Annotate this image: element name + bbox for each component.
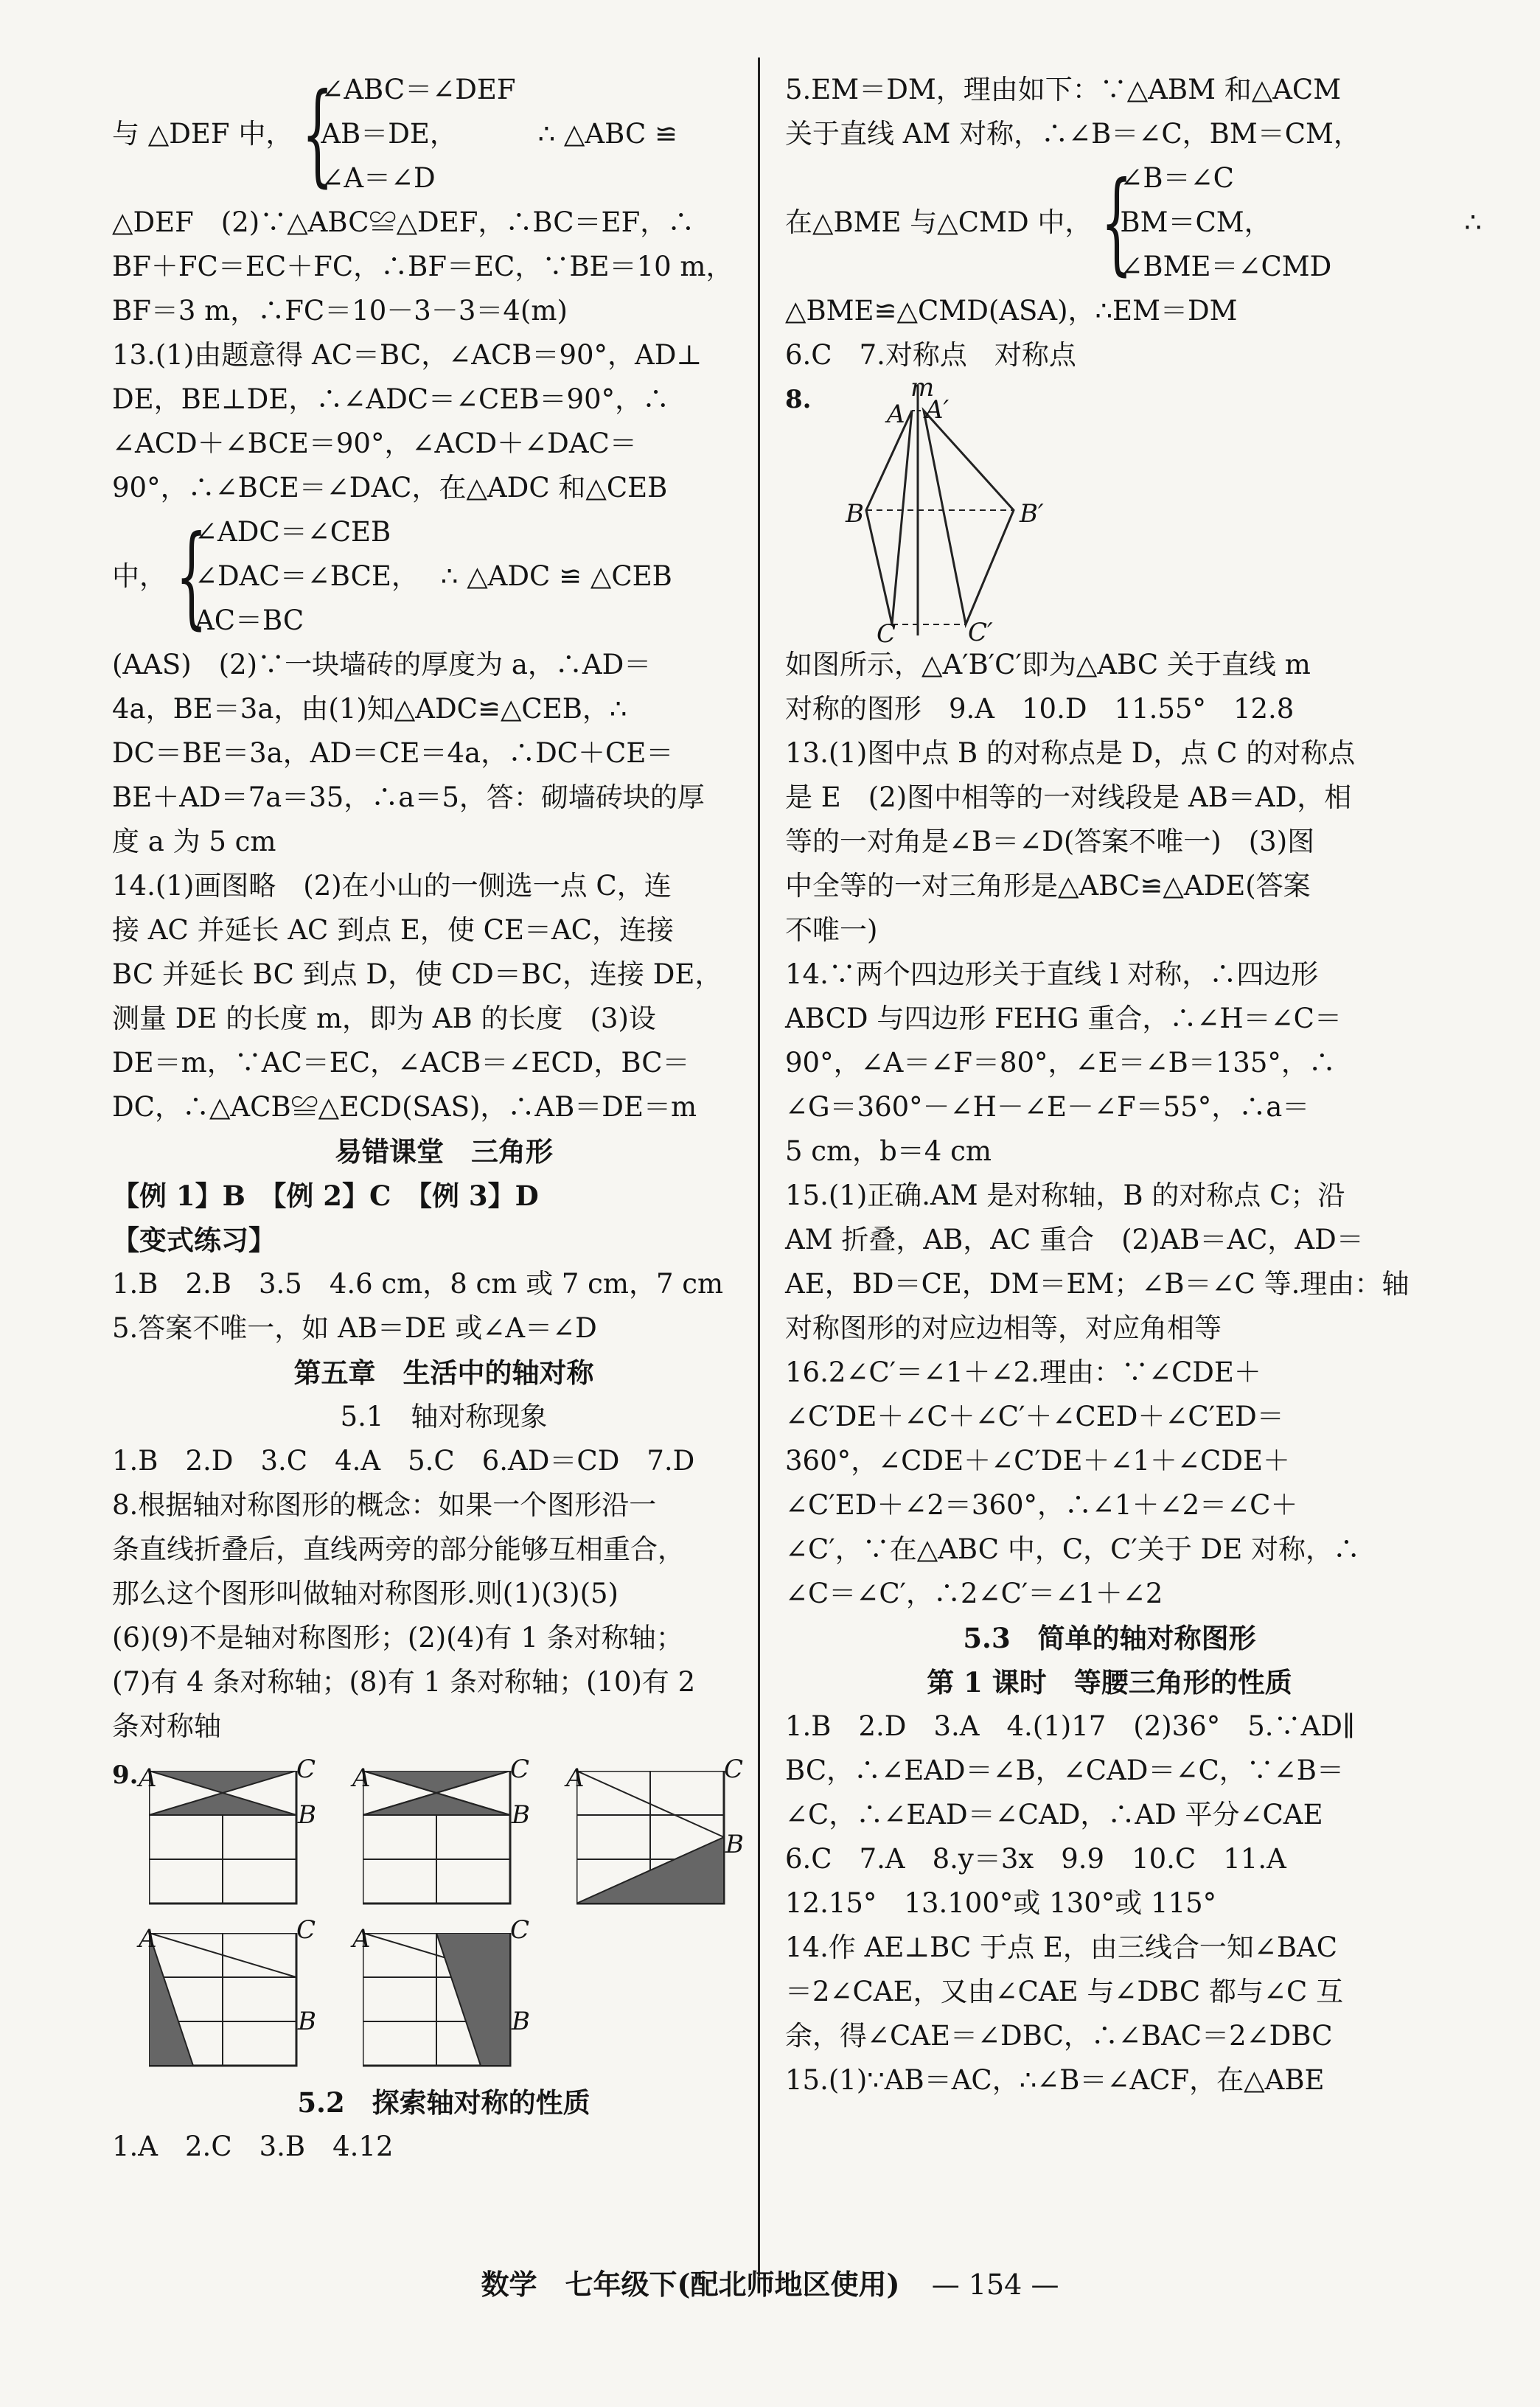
equation-system: 与 △DEF 中， { ∠ABC＝∠DEF AB＝DE， ∠A＝∠D ∴ △ABC ≌ (112, 68, 776, 201)
text-line: 360°，∠CDE＋∠C′DE＋∠1＋∠CDE＋ (785, 1445, 1291, 1477)
text-line: ABCD 与四边形 FEHG 重合，∴∠H＝∠C＝ (785, 1003, 1342, 1034)
figure-9: 9. A C B A C B A C B A C B A C B (112, 1756, 776, 2080)
text-line: DC＝BE＝3a，AD＝CE＝4a，∴DC＋CE＝ (112, 737, 674, 769)
text-line: (AAS) (2)∵一块墙砖的厚度为 a，∴AD＝ (112, 649, 652, 680)
text-line: 等的一对角是∠B＝∠D(答案不唯一) (3)图 (785, 826, 1315, 857)
brace: { (175, 512, 208, 641)
text-line: ∠C′DE＋∠C＋∠C′＋∠CED＋∠C′ED＝ (785, 1401, 1284, 1432)
right-column (785, 68, 1482, 2103)
text-line: (6)(9)不是轴对称图形；(2)(4)有 1 条对称轴； (112, 1622, 683, 1654)
text-line: 5.EM＝DM，理由如下：∵△ABM 和△ACM (785, 74, 1342, 105)
text-line: 16.2∠C′＝∠1＋∠2.理由：∵∠CDE＋ (785, 1356, 1261, 1388)
text-line: 13.(1)图中点 B 的对称点是 D，点 C 的对称点 (785, 737, 1356, 769)
text-line: 测量 DE 的长度 m，即为 AB 的长度 (3)设 (112, 1003, 656, 1034)
column-divider (758, 58, 760, 2277)
text-line: 12.15° 13.100°或 130°或 115° (785, 1887, 1217, 1919)
text-line: DE，BE⊥DE，∴∠ADC＝∠CEB＝90°，∴ (112, 383, 670, 415)
text-line: 1.B 2.D 3.C 4.A 5.C 6.AD＝CD 7.D (112, 1445, 695, 1477)
text-line: AM 折叠，AB，AC 重合 (2)AB＝AC，AD＝ (785, 1224, 1364, 1255)
text-line: 13.(1)由题意得 AC＝BC，∠ACB＝90°，AD⊥ (112, 339, 703, 371)
subsection-heading: 5.3 简单的轴对称图形 (963, 1622, 1256, 1654)
text-line: 条对称轴 (112, 1710, 221, 1742)
text-line: 90°，∴∠BCE＝∠DAC，在△ADC 和△CEB (112, 472, 668, 504)
section-heading: 易错课堂 三角形 (335, 1135, 553, 1168)
text-line: 对称的图形 9.A 10.D 11.55° 12.8 (785, 693, 1295, 725)
text-line: 条直线折叠后，直线两旁的部分能够互相重合， (112, 1533, 685, 1565)
text-line: 5.答案不唯一，如 AB＝DE 或∠A＝∠D (112, 1312, 597, 1344)
brace: { (302, 70, 334, 198)
text-line: AE，BD＝CE，DM＝EM；∠B＝∠C 等.理由：轴 (785, 1268, 1410, 1300)
grid-figure-4 (149, 1933, 304, 2073)
grid-figure-3 (576, 1771, 731, 1911)
text-line: 度 a 为 5 cm (112, 826, 276, 857)
text-line: 对称图形的对应边相等，对应角相等 (785, 1312, 1222, 1344)
text-line: 14.作 AE⊥BC 于点 E，由三线合一知∠BAC (785, 1931, 1338, 1963)
text-line: 中全等的一对三角形是△ABC≌△ADE(答案 (785, 870, 1311, 902)
text-line: 余，得∠CAE＝∠DBC，∴∠BAC＝2∠DBC (785, 2020, 1333, 2052)
subsection-heading: 5.1 轴对称现象 (340, 1401, 548, 1432)
text-line: 不唯一) (785, 914, 878, 946)
equation-system: 在△BME 与△CMD 中， { ∠B＝∠C BM＝CM， ∠BME＝∠CMD ∴ (785, 156, 1434, 289)
brace: { (1101, 159, 1133, 287)
text-line: ∠G＝360°－∠H－∠E－∠F＝55°，∴a＝ (785, 1091, 1310, 1123)
grid-figure-1 (149, 1771, 304, 1911)
text-line: 那么这个图形叫做轴对称图形.则(1)(3)(5) (112, 1578, 619, 1609)
grid-figure-5 (363, 1933, 518, 2073)
text-line: BF＝3 m，∴FC＝10－3－3＝4(m) (112, 295, 568, 327)
text-line: 90°，∠A＝∠F＝80°，∠E＝∠B＝135°，∴ (785, 1047, 1336, 1079)
text-line: 5 cm，b＝4 cm (785, 1135, 992, 1167)
text-line: DE＝m，∵AC＝EC，∠ACB＝∠ECD，BC＝ (112, 1047, 690, 1079)
grid-figure-2 (363, 1771, 518, 1911)
text-line: 如图所示，△A′B′C′即为△ABC 关于直线 m (785, 649, 1311, 680)
text-line: 14.∵两个四边形关于直线 l 对称，∴四边形 (785, 958, 1319, 990)
text-line: (7)有 4 条对称轴；(8)有 1 条对称轴；(10)有 2 (112, 1666, 696, 1698)
text-line: BC，∴∠EAD＝∠B，∠CAD＝∠C，∵∠B＝ (785, 1755, 1344, 1786)
text-line: BC 并延长 BC 到点 D，使 CD＝BC，连接 DE， (112, 958, 722, 990)
text-line: 【例 1】B 【例 2】C 【例 3】D (112, 1180, 539, 1212)
text-line: △BME≌△CMD(ASA)，∴EM＝DM (785, 295, 1238, 327)
text-line: ∠C＝∠C′，∴2∠C′＝∠1＋∠2 (785, 1578, 1163, 1609)
text-line: 15.(1)∵AB＝AC，∴∠B＝∠ACF，在△ABE (785, 2064, 1325, 2096)
figure-8: 8. m A A′ B B′ C C′ (785, 377, 1434, 643)
text-line: ＝2∠CAE，又由∠CAE 与∠DBC 都与∠C 互 (785, 1976, 1344, 2007)
text-line: 接 AC 并延长 AC 到点 E，使 CE＝AC，连接 (112, 914, 674, 946)
page-number: — 154 — (931, 2268, 1059, 2301)
text-line: ∠ACD＋∠BCE＝90°，∠ACD＋∠DAC＝ (112, 428, 637, 459)
chapter-heading: 第五章 生活中的轴对称 (293, 1356, 594, 1389)
text-line: 6.C 7.对称点 对称点 (785, 339, 1076, 371)
text-line: 15.(1)正确.AM 是对称轴，B 的对称点 C；沿 (785, 1180, 1345, 1211)
text-line: 关于直线 AM 对称，∴∠B＝∠C，BM＝CM， (785, 118, 1361, 150)
lesson-heading: 第 1 课时 等腰三角形的性质 (927, 1666, 1292, 1699)
left-column (112, 68, 776, 2169)
text-line: BE＋AD＝7a＝35，∴a＝5，答：砌墙砖块的厚 (112, 781, 705, 813)
subsection-heading: 5.2 探索轴对称的性质 (297, 2086, 590, 2119)
text-line: 6.C 7.A 8.y＝3x 9.9 10.C 11.A (785, 1843, 1286, 1875)
text-line: 1.B 2.B 3.5 4.6 cm，8 cm 或 7 cm，7 cm (112, 1268, 724, 1300)
text-line: 1.A 2.C 3.B 4.12 (112, 2131, 394, 2162)
text-line: 是 E (2)图中相等的一对线段是 AB＝AD，相 (785, 781, 1352, 813)
equation-system: 中， { ∠ADC＝∠CEB ∠DAC＝∠BCE， AC＝BC ∴ △ADC ≌ △CEB (112, 510, 776, 643)
text-line: △DEF (2)∵△ABC≌△DEF，∴BC＝EF，∴ (112, 206, 695, 238)
text-line: BF＋FC＝EC＋FC，∴BF＝EC，∵BE＝10 m， (112, 251, 734, 282)
text-line: ∠C′ED＋∠2＝360°，∴∠1＋∠2＝∠C＋ (785, 1489, 1298, 1521)
text-line: DC，∴△ACB≌△ECD(SAS)，∴AB＝DE＝m (112, 1091, 697, 1123)
text-line: ∠C，∴∠EAD＝∠CAD，∴AD 平分∠CAE (785, 1799, 1323, 1830)
footer-title: 数学 七年级下(配北师地区使用) (481, 2268, 900, 2301)
page-footer (0, 2262, 1540, 2302)
text-line: 8.根据轴对称图形的概念：如果一个图形沿一 (112, 1489, 657, 1521)
text-line: 【变式练习】 (112, 1224, 276, 1256)
text-line: 1.B 2.D 3.A 4.(1)17 (2)36° 5.∵AD∥ (785, 1710, 1356, 1742)
text-line: 14.(1)画图略 (2)在小山的一侧选一点 C，连 (112, 870, 672, 902)
text-line: 4a，BE＝3a，由(1)知△ADC≌△CEB，∴ (112, 693, 627, 725)
text-line: ∠C′，∵在△ABC 中，C，C′关于 DE 对称，∴ (785, 1533, 1361, 1565)
